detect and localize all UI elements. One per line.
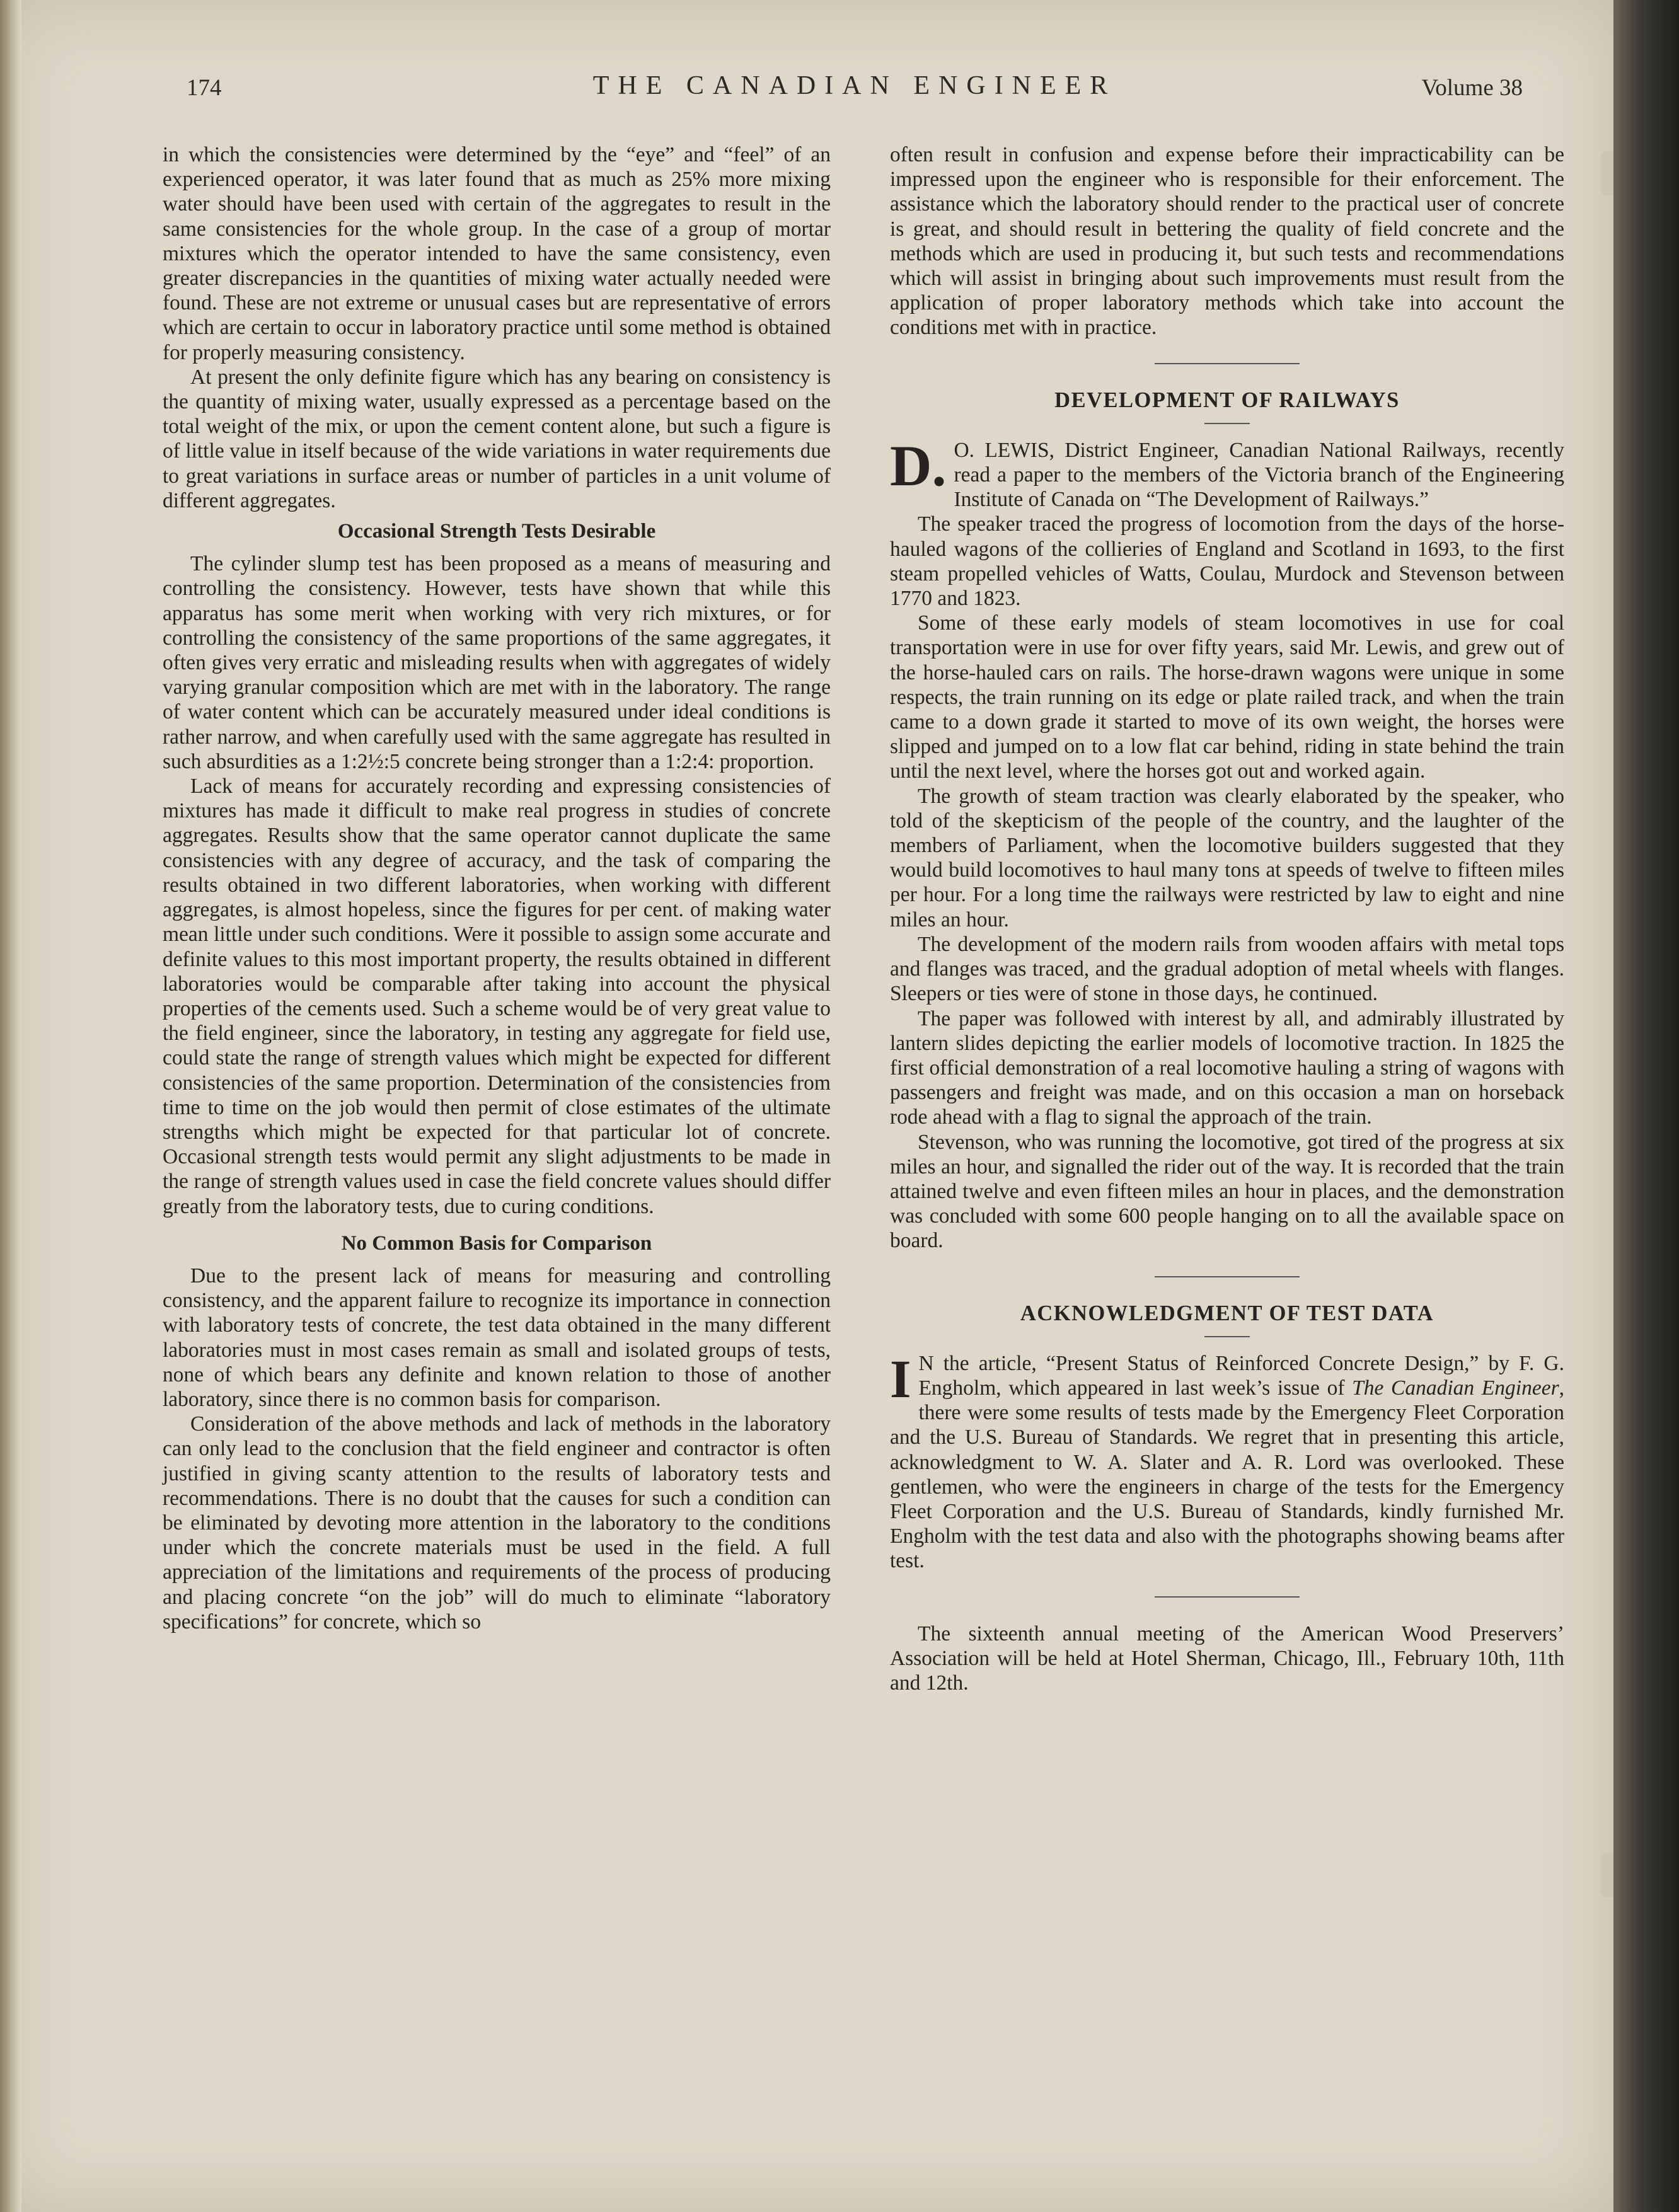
- paragraph: The speaker traced the progress of locomotion from the days of the horse-hauled wagons of the collieries of England and Scotland in 1693, to the first steam propelled vehicles of Watts, Coulau, Murdock and Stevenson between 1770 and 1823.: [890, 512, 1564, 611]
- binding-spine: [0, 0, 21, 2212]
- volume-label: Volume 38: [1421, 75, 1523, 101]
- section-subhead: No Common Basis for Comparison: [341, 1231, 652, 1255]
- journal-title: THE CANADIAN ENGINEER: [592, 71, 1117, 100]
- paragraph: At present the only definite figure which has any bearing on consistency is the quantity of mixing water, usually expressed as a percentage based on the total weight of the mix, or upon the cement content alone, but such a figure is of little value in itself because of the wide variations in water requirements due to great variations in surface areas or number of particles in a unit volume of different aggregates.: [163, 365, 831, 512]
- notice-paragraph: The sixteenth annual meeting of the American Wood Preservers’ Association will be held at Hotel Sherman, Chicago, Ill., February 10th, 11th and 12th.: [890, 1622, 1564, 1695]
- paragraph: The growth of steam traction was clearly elaborated by the speaker, who told of the skepticism of the people of the country, and the laughter of the members of Parliament, when the locomotive builders suggested that they would build locomotives to haul many tons at speeds of twelve to fifteen miles per hour. For a long time the railways were restricted by law to eight and nine miles an hour.: [890, 784, 1564, 931]
- paragraph: Consideration of the above methods and lack of methods in the laboratory can only lead to the conclusion that the field engineer and contractor is often justified in giving scanty attention to the results of laboratory tests and recommendations. There is no doubt that the causes for such a condition can be eliminated by devoting more attention in the laboratory to the conditions under which the concrete materials must be used in the field. A full appreciation of the limitations and requirements of the process of producing and placing concrete “on the job” will do much to eliminate “laboratory specifications” for concrete, which so: [163, 1412, 831, 1633]
- right-column: [890, 142, 1564, 2083]
- page-edge-notch: [1601, 151, 1613, 195]
- paragraph: The development of the modern rails from wooden affairs with metal tops and flanges was traced, and the gradual adoption of metal wheels with flanges. Sleepers or ties were of stone in those days, he continued.: [890, 932, 1564, 1006]
- paragraph: The cylinder slump test has been proposed as a means of measuring and controlling the consistency. However, tests have shown that while this apparatus has some merit when working with very rich mixtures, or for controlling the consistency of the same proportions of the same aggregates, it often gives very erratic and misleading results when with aggregates of widely varying granular composition which are met with in the laboratory. The range of water content which can be accurately measured under ideal conditions is rather narrow, and when carefully used with the same aggregate has resulted in such absurdities as a 1:2½:5 concrete being stronger than a 1:2:4: proportion.: [163, 552, 831, 773]
- drop-cap: D.: [890, 433, 947, 498]
- paragraph: I N the article, “Present Status of Reinforced Concrete Design,” by F. G. Engholm, which appeared in last week’s issue of The Canadian Engineer, there were some results of tests made by the Emergency Fleet Corporation and the U.S. Bureau of Standards. We regret that in presenting this article, acknowledgment to W. A. Slater and A. R. Lord was overlooked. These gentlemen, who were the engineers in charge of the tests for the Emergency Fleet Corporation and the U.S. Bureau of Standards, kindly furnished Mr. Engholm with the test data and also with the photographs showing beams after test.: [890, 1348, 1564, 1573]
- paragraph: often result in confusion and expense before their impracticability can be impressed upon the engineer who is responsible for their enforcement. The assistance which the laboratory should render to the practical user of concrete is great, and should result in bettering the quality of field concrete and the methods which are used in producing it, but such tests and recommendations which will assist in bringing about such improvements must result from the application of proper laboratory methods which take into account the conditions met with in practice.: [890, 143, 1564, 340]
- left-column: [163, 142, 831, 2083]
- section-divider: [1155, 1276, 1300, 1277]
- journal-name-italic: The Canadian Engineer: [1352, 1376, 1559, 1400]
- article-headline: DEVELOPMENT OF RAILWAYS: [1054, 388, 1400, 412]
- running-head: [187, 71, 1523, 108]
- drop-cap: I: [890, 1348, 911, 1409]
- article-headline: ACKNOWLEDGMENT OF TEST DATA: [1020, 1301, 1434, 1325]
- page-edge-notch: [1601, 1853, 1613, 1897]
- paragraph: Due to the present lack of means for measuring and controlling consistency, and the apparent failure to recognize its importance in connection with laboratory tests of concrete, the test data obtained in the many different laboratories must in most cases remain as small and isolated groups of tests, none of which bears any definite and known relation to those of another laboratory, since there is no common basis for comparison.: [163, 1264, 831, 1411]
- paragraph: Stevenson, who was running the locomotive, got tired of the progress at six miles an hour, and signalled the rider out of the way. It is recorded that the train attained twelve and even fifteen miles an hour in places, and the demonstration was concluded with some 600 people hanging on to all the available space on board.: [890, 1130, 1564, 1253]
- facing-page-edge: [1613, 0, 1679, 2212]
- section-subhead: Occasional Strength Tests Desirable: [337, 520, 656, 543]
- headline-rule: [1204, 423, 1250, 424]
- paragraph: Some of these early models of steam locomotives in use for coal transportation were in use for over fifty years, said Mr. Lewis, and grew out of the horse-hauled cars on rails. The horse-drawn wagons were unique in some respects, the train running on its edge or plate railed track, and when the train came to a down grade it started to move of its own weight, the horses were slipped and jumped on to a low flat car behind, riding in state behind the train until the next level, where the horses got out and worked again.: [890, 611, 1564, 783]
- section-divider: [1155, 363, 1300, 364]
- paragraph: D. O. LEWIS, District Engineer, Canadian National Railways, recently read a paper to the members of the Victoria branch of the Engineering Institute of Canada on “The Development of Railways.”: [890, 433, 1564, 512]
- paragraph: Lack of means for accurately recording and expressing consistencies of mixtures has made it difficult to make real progress in studies of concrete aggregates. Results show that the same operator cannot duplicate the same consistencies with any degree of accuracy, and the task of comparing the results obtained in two different laboratories, when working with different aggregates, is almost hopeless, since the figures for per cent. of making water mean little under such conditions. Were it possible to assign some accurate and definite values to this most important property, the results obtained in different laboratories would be comparable after taking into account the physical properties of the cements used. Such a scheme would be of very great value to the field engineer, since the laboratory, in testing any aggregate for field use, could state the range of strength values which might be expected for different consistencies of the same proportion. Determination of the consistencies from time to time on the job would then permit of close estimates of the ultimate strengths which might be expected for that particular lot of concrete. Occasional strength tests would permit any slight adjustments to be made in the range of strength values used in case the field concrete values should differ greatly from the laboratory tests, due to curing conditions.: [163, 775, 831, 1218]
- headline-rule: [1204, 1336, 1250, 1337]
- section-divider: [1155, 1596, 1300, 1598]
- paragraph: in which the consistencies were determined by the “eye” and “feel” of an experienced operator, it was later found that as much as 25% more mixing water should have been used with certain of the aggregates to result in the same consistencies for the whole group. In the case of a group of mortar mixtures which the operator intended to have the same consistency, even greater discrepancies in the quantities of mixing water actually needed were found. These are not extreme or unusual cases but are representative of errors which are certain to occur in laboratory practice until some method is obtained for properly measuring consistency.: [163, 143, 831, 364]
- paragraph: The paper was followed with interest by all, and admirably illustrated by lantern slides depicting the earlier models of locomotive traction. In 1825 the first official demonstration of a real locomotive hauling a string of wagons with passengers and freight was made, and on this occasion a man on horseback rode ahead with a flag to signal the approach of the train.: [890, 1006, 1564, 1129]
- page-number: 174: [187, 75, 222, 101]
